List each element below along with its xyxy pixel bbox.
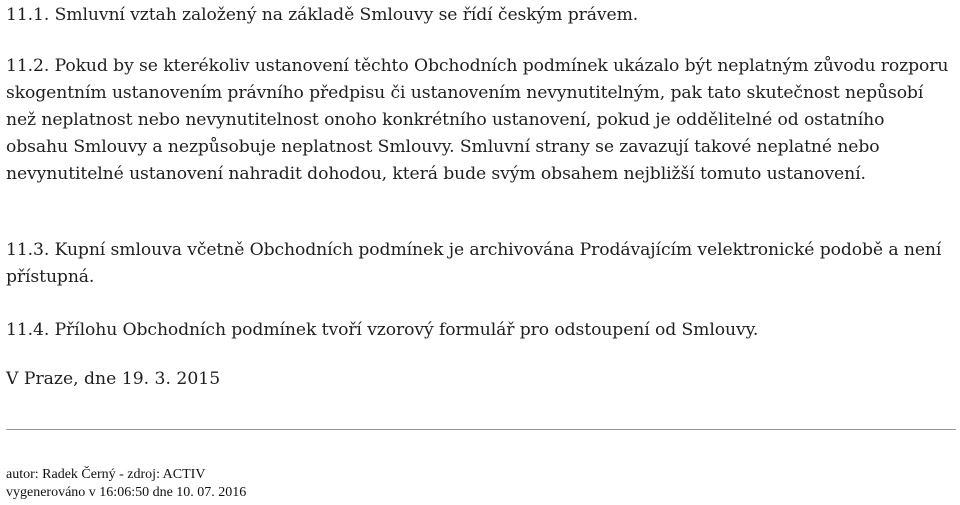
footer-generated: vygenerováno v 16:06:50 dne 10. 07. 2016 [6,485,247,500]
paragraph-11-2: 11.2. Pokud by se kterékoliv ustanovení těchto Obchodních podmínek ukázalo být neplatným zůvodu rozporu skogentním ustanovením právního předpisu či ustanovením nevynutitelným, pak tato skutečnost nepůsobí než neplatnost nebo nevynutitelnost onoho konkrétního ustanovení, pokud je oddělitelné od ostatního obsahu Smlouvy a nezpůsobuje neplatnost Smlouvy. Smluvní strany se zavazují takové neplatné nebo nevynutitelné ustanovení nahradit dohodou, která bude svým obsahem nejbližší tomuto ustanovení. [6,56,949,184]
paragraph-11-4: 11.4. Přílohu Obchodních podmínek tvoří vzorový formulář pro odstoupení od Smlouvy. [6,320,759,340]
footer-author: autor: Radek Černý - zdroj: ACTIV [6,467,206,482]
paragraph-11-1: 11.1. Smluvní vztah založený na základě Smlouvy se řídí českým právem. [6,5,639,25]
place-and-date: V Praze, dne 19. 3. 2015 [6,369,221,389]
paragraph-11-3: 11.3. Kupní smlouva včetně Obchodních podmínek je archivována Prodávajícím velektronické podobě a není přístupná. [6,240,942,287]
footer-divider [6,429,956,430]
